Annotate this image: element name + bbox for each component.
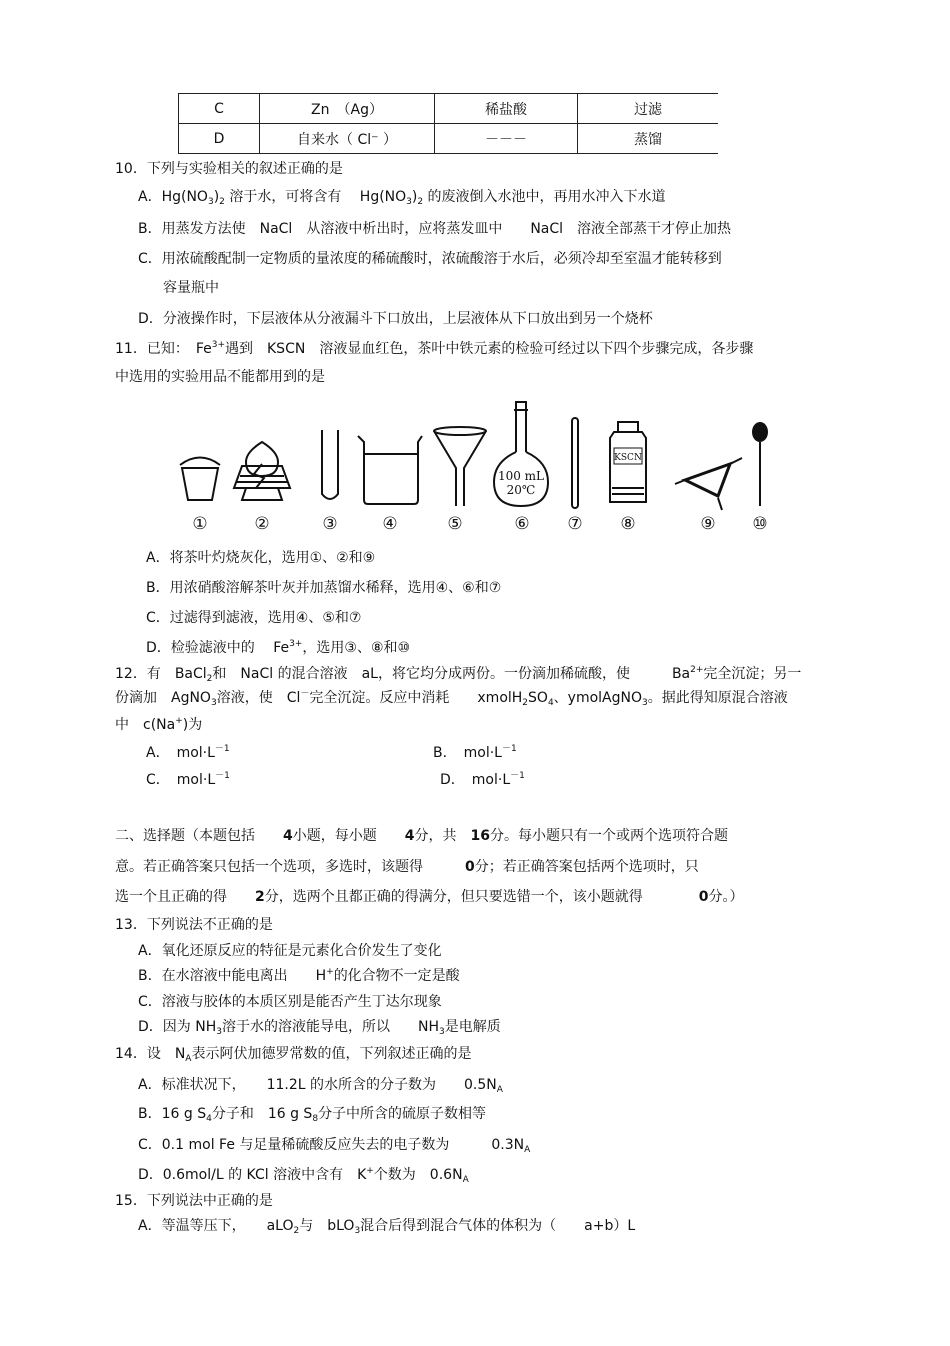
subscript: 3	[406, 197, 412, 207]
subscript: 3	[354, 1226, 361, 1236]
subscript: 3	[642, 698, 648, 708]
stem-text: 14．设 N	[115, 1046, 186, 1062]
apparatus-label-1: ①	[192, 514, 208, 534]
beaker-icon	[358, 436, 422, 504]
option-unit: mol·L	[176, 745, 215, 761]
option-text: 的废液倒入水池中，再用水冲入下水道	[423, 189, 666, 205]
apparatus-label-10: ⑩	[752, 514, 768, 534]
option-text: 的化合物不一定是酸	[333, 968, 460, 984]
subscript: A	[462, 1175, 469, 1185]
stem-text: 份滴加 AgNO	[115, 690, 211, 706]
formula-text: Hg(NO	[161, 189, 208, 205]
question-10-option-d: D．分液操作时，下层液体从分液漏斗下口放出，上层液体从下口放出到另一个烧杯	[138, 311, 653, 327]
section-text: 分。）	[708, 889, 744, 905]
apparatus-label-5: ⑤	[447, 514, 463, 534]
option-text: B．在水溶液中能电离出 H	[138, 968, 327, 984]
question-14-option-b	[138, 1107, 486, 1124]
question-15-stem: 15．下列说法中正确的是	[115, 1193, 273, 1209]
option-text: 分子中所含的硫原子数相等	[318, 1106, 487, 1122]
question-15-option-a	[138, 1219, 635, 1236]
subscript: 2	[219, 197, 225, 207]
subscript: A	[524, 1145, 531, 1155]
question-13-option-a: A．氧化还原反应的特征是元素化合价发生了变化	[138, 943, 442, 959]
option-text: A．等温等压下， aLO	[138, 1218, 294, 1234]
stem-text: 12．有 BaCl	[115, 666, 207, 682]
superscript: 2+	[690, 665, 704, 675]
question-10-option-c-continued: 容量瓶中	[163, 280, 219, 296]
subscript: 4	[547, 698, 554, 708]
superscript: +	[366, 1166, 374, 1176]
table-cell: D	[179, 124, 260, 154]
superscript: －1	[214, 744, 230, 754]
superscript: 3+	[211, 340, 225, 350]
subscript: A	[185, 1054, 192, 1064]
section-number: 0	[465, 859, 475, 875]
lab-apparatus-figure	[170, 398, 790, 538]
glass-rod-icon	[572, 418, 578, 508]
stem-text: 完全沉淀。反应中消耗 xmolH	[309, 690, 523, 706]
subscript: 4	[206, 1114, 212, 1124]
apparatus-label-7: ⑦	[567, 514, 583, 534]
question-14-option-c	[138, 1138, 530, 1155]
question-13-option-c: C．溶液与胶体的本质区别是能否产生丁达尔现象	[138, 994, 442, 1010]
formula-text: )	[411, 189, 418, 205]
subscript: 2	[417, 197, 424, 207]
apparatus-label-6: ⑥	[514, 514, 530, 534]
stem-text: 11．已知： Fe	[115, 341, 212, 357]
question-10-option-c: C．用浓硫酸配制一定物质的量浓度的稀硫酸时，浓硫酸溶于水后，必须冷却至室温才能转移到	[138, 251, 722, 267]
subscript: 3	[216, 1027, 222, 1037]
option-unit: mol·L	[471, 772, 511, 788]
stem-text: SO	[528, 690, 548, 706]
dropper-icon	[753, 423, 767, 506]
question-12-line1	[115, 666, 801, 684]
table-cell: －－－	[435, 124, 578, 154]
question-12-option-c	[146, 772, 230, 787]
question-13-stem: 13．下列说法不正确的是	[115, 917, 273, 933]
option-text: 分子和 16 g S	[211, 1106, 313, 1122]
section-text: 分，选两个且都正确的得满分，但只要选错一个，该小题就得	[264, 889, 699, 905]
question-11-stem	[115, 341, 753, 356]
question-12-line3	[115, 717, 202, 732]
section-number: 4	[404, 828, 415, 844]
stem-text: 、ymolAgNO	[553, 690, 643, 706]
section-text: 分。每小题只有一个或两个选项符合题	[489, 828, 728, 844]
flask-temperature-label: 20℃	[506, 483, 536, 497]
question-11-option-a: A．将茶叶灼烧灰化，选用①、②和⑨	[146, 550, 376, 566]
option-text: D．检验滤液中的 Fe	[146, 640, 290, 656]
subscript: 8	[312, 1114, 319, 1124]
section-text: 二、选择题（本题包括	[115, 828, 283, 844]
clay-triangle-icon	[675, 458, 742, 510]
option-text: D．0.6mol/L 的 KCl 溶液中含有 K	[138, 1167, 367, 1183]
option-unit: mol·L	[176, 772, 216, 788]
alcohol-lamp-icon	[234, 442, 290, 500]
option-text: 溶于水，可将含有 Hg(NO	[224, 189, 407, 205]
question-10-option-b: B．用蒸发方法使 NaCl 从溶液中析出时，应将蒸发皿中 NaCl 溶液全部蒸干才停止加热	[138, 221, 732, 237]
subscript: 3	[207, 197, 214, 207]
question-14-stem	[115, 1047, 471, 1064]
option-letter: C．	[146, 772, 163, 788]
stem-text: 完全沉淀；另一	[703, 666, 802, 682]
subscript: 3	[210, 698, 217, 708]
apparatus-label-4: ④	[382, 514, 398, 534]
question-12-option-b	[433, 745, 517, 760]
question-11-stem-line2: 中选用的实验用品不能都用到的是	[115, 369, 325, 385]
funnel-icon	[434, 427, 486, 506]
option-letter: B．	[433, 745, 450, 761]
section-2-line3	[115, 890, 744, 904]
section-text: 意。若正确答案只包括一个选项，多选时，该题得	[115, 859, 465, 875]
section-text: 小题，每小题	[292, 828, 405, 844]
question-12-line2	[115, 690, 788, 708]
table-cell: 自来水（ Cl⁻ ）	[260, 124, 435, 154]
question-11-option-d	[146, 640, 410, 655]
stem-text: 和 NaCl 的混合溶液 aL，将它均分成两份。一份滴加稀硫酸，使 Ba	[212, 666, 691, 682]
apparatus-label-8: ⑧	[620, 514, 636, 534]
superscript: －1	[510, 771, 525, 781]
superscript: 3+	[289, 639, 303, 649]
section-2-line2	[115, 860, 699, 874]
option-text: A．标准状况下， 11.2L 的水所含的分子数为 0.5N	[138, 1077, 497, 1093]
subscript: 3	[438, 1027, 445, 1037]
stem-text: 。据此得知原混合溶液	[647, 690, 788, 706]
flask-volume-label: 100 mL	[497, 469, 545, 483]
option-text: 是电解质	[444, 1019, 501, 1035]
option-letter: D．	[440, 772, 458, 788]
section-text: 分；若正确答案包括两个选项时，只	[474, 859, 699, 875]
separation-table	[178, 93, 718, 154]
table-row	[179, 124, 719, 154]
stem-text: 溶液，使 Cl	[216, 690, 301, 706]
subscript: 2	[206, 674, 213, 684]
section-number: 4	[283, 828, 293, 844]
subscript: A	[496, 1085, 503, 1095]
table-cell: C	[179, 94, 260, 124]
superscript: －1	[501, 744, 517, 754]
superscript: +	[326, 967, 334, 977]
stem-text: 表示阿伏加德罗常数的值，下列叙述正确的是	[191, 1046, 472, 1062]
question-14-option-d	[138, 1167, 469, 1185]
test-tube-icon	[322, 430, 338, 499]
stem-text: 遇到 KSCN 溶液显血红色，茶叶中铁元素的检验可经过以下四个步骤完成，各步骤	[225, 341, 754, 357]
question-12-option-a	[146, 745, 230, 760]
table-cell: Zn （Ag）	[260, 94, 435, 124]
question-13-option-b	[138, 968, 460, 983]
option-text: 与 bLO	[299, 1218, 355, 1234]
option-text: 个数为 0.6N	[373, 1167, 463, 1183]
apparatus-label-3: ③	[322, 514, 338, 534]
section-number: 2	[255, 889, 265, 905]
option-text: D．因为 NH	[138, 1019, 217, 1035]
stem-text: 中 c(Na	[115, 717, 176, 733]
table-cell: 蒸馏	[578, 124, 719, 154]
crucible-icon	[180, 458, 220, 501]
section-number: 0	[698, 889, 709, 905]
option-unit: mol·L	[463, 745, 502, 761]
option-letter: A．	[146, 745, 163, 761]
option-letter: A．	[138, 189, 162, 205]
question-11-option-c: C．过滤得到滤液，选用④、⑤和⑦	[146, 610, 362, 626]
question-14-option-a	[138, 1078, 503, 1095]
apparatus-label-9: ⑨	[700, 514, 716, 534]
bottle-label: KSCN	[614, 453, 642, 463]
option-text: ，选用③、⑧和⑩	[302, 640, 411, 656]
superscript: －1	[215, 771, 230, 781]
option-text: 溶于水的溶液能导电，所以 NH	[221, 1019, 439, 1035]
subscript: 2	[522, 698, 529, 708]
option-text: C．0.1 mol Fe 与足量稀硫酸反应失去的电子数为 0.3N	[138, 1137, 525, 1153]
question-11-option-b: B．用浓硝酸溶解茶叶灰并加蒸馏水稀释，选用④、⑥和⑦	[146, 580, 502, 596]
formula-text: )	[213, 189, 220, 205]
option-text: B．16 g S	[138, 1106, 207, 1122]
section-2-line1	[115, 829, 728, 843]
table-row	[179, 94, 719, 124]
option-text: 混合后得到混合气体的体积为（ a+b）L	[360, 1218, 636, 1234]
superscript: +	[175, 716, 183, 726]
superscript: －	[300, 689, 310, 699]
question-10-option-a	[138, 190, 666, 207]
stem-text: )为	[182, 717, 203, 733]
table-cell: 稀盐酸	[435, 94, 578, 124]
question-10-stem: 10．下列与实验相关的叙述正确的是	[115, 161, 343, 177]
question-13-option-d	[138, 1020, 501, 1037]
section-text: 选一个且正确的得	[115, 889, 255, 905]
question-12-option-d	[440, 772, 525, 787]
subscript: 2	[293, 1226, 300, 1236]
section-text: 分，共	[414, 828, 471, 844]
apparatus-label-2: ②	[254, 514, 270, 534]
section-number: 16	[470, 828, 490, 844]
table-cell: 过滤	[578, 94, 719, 124]
